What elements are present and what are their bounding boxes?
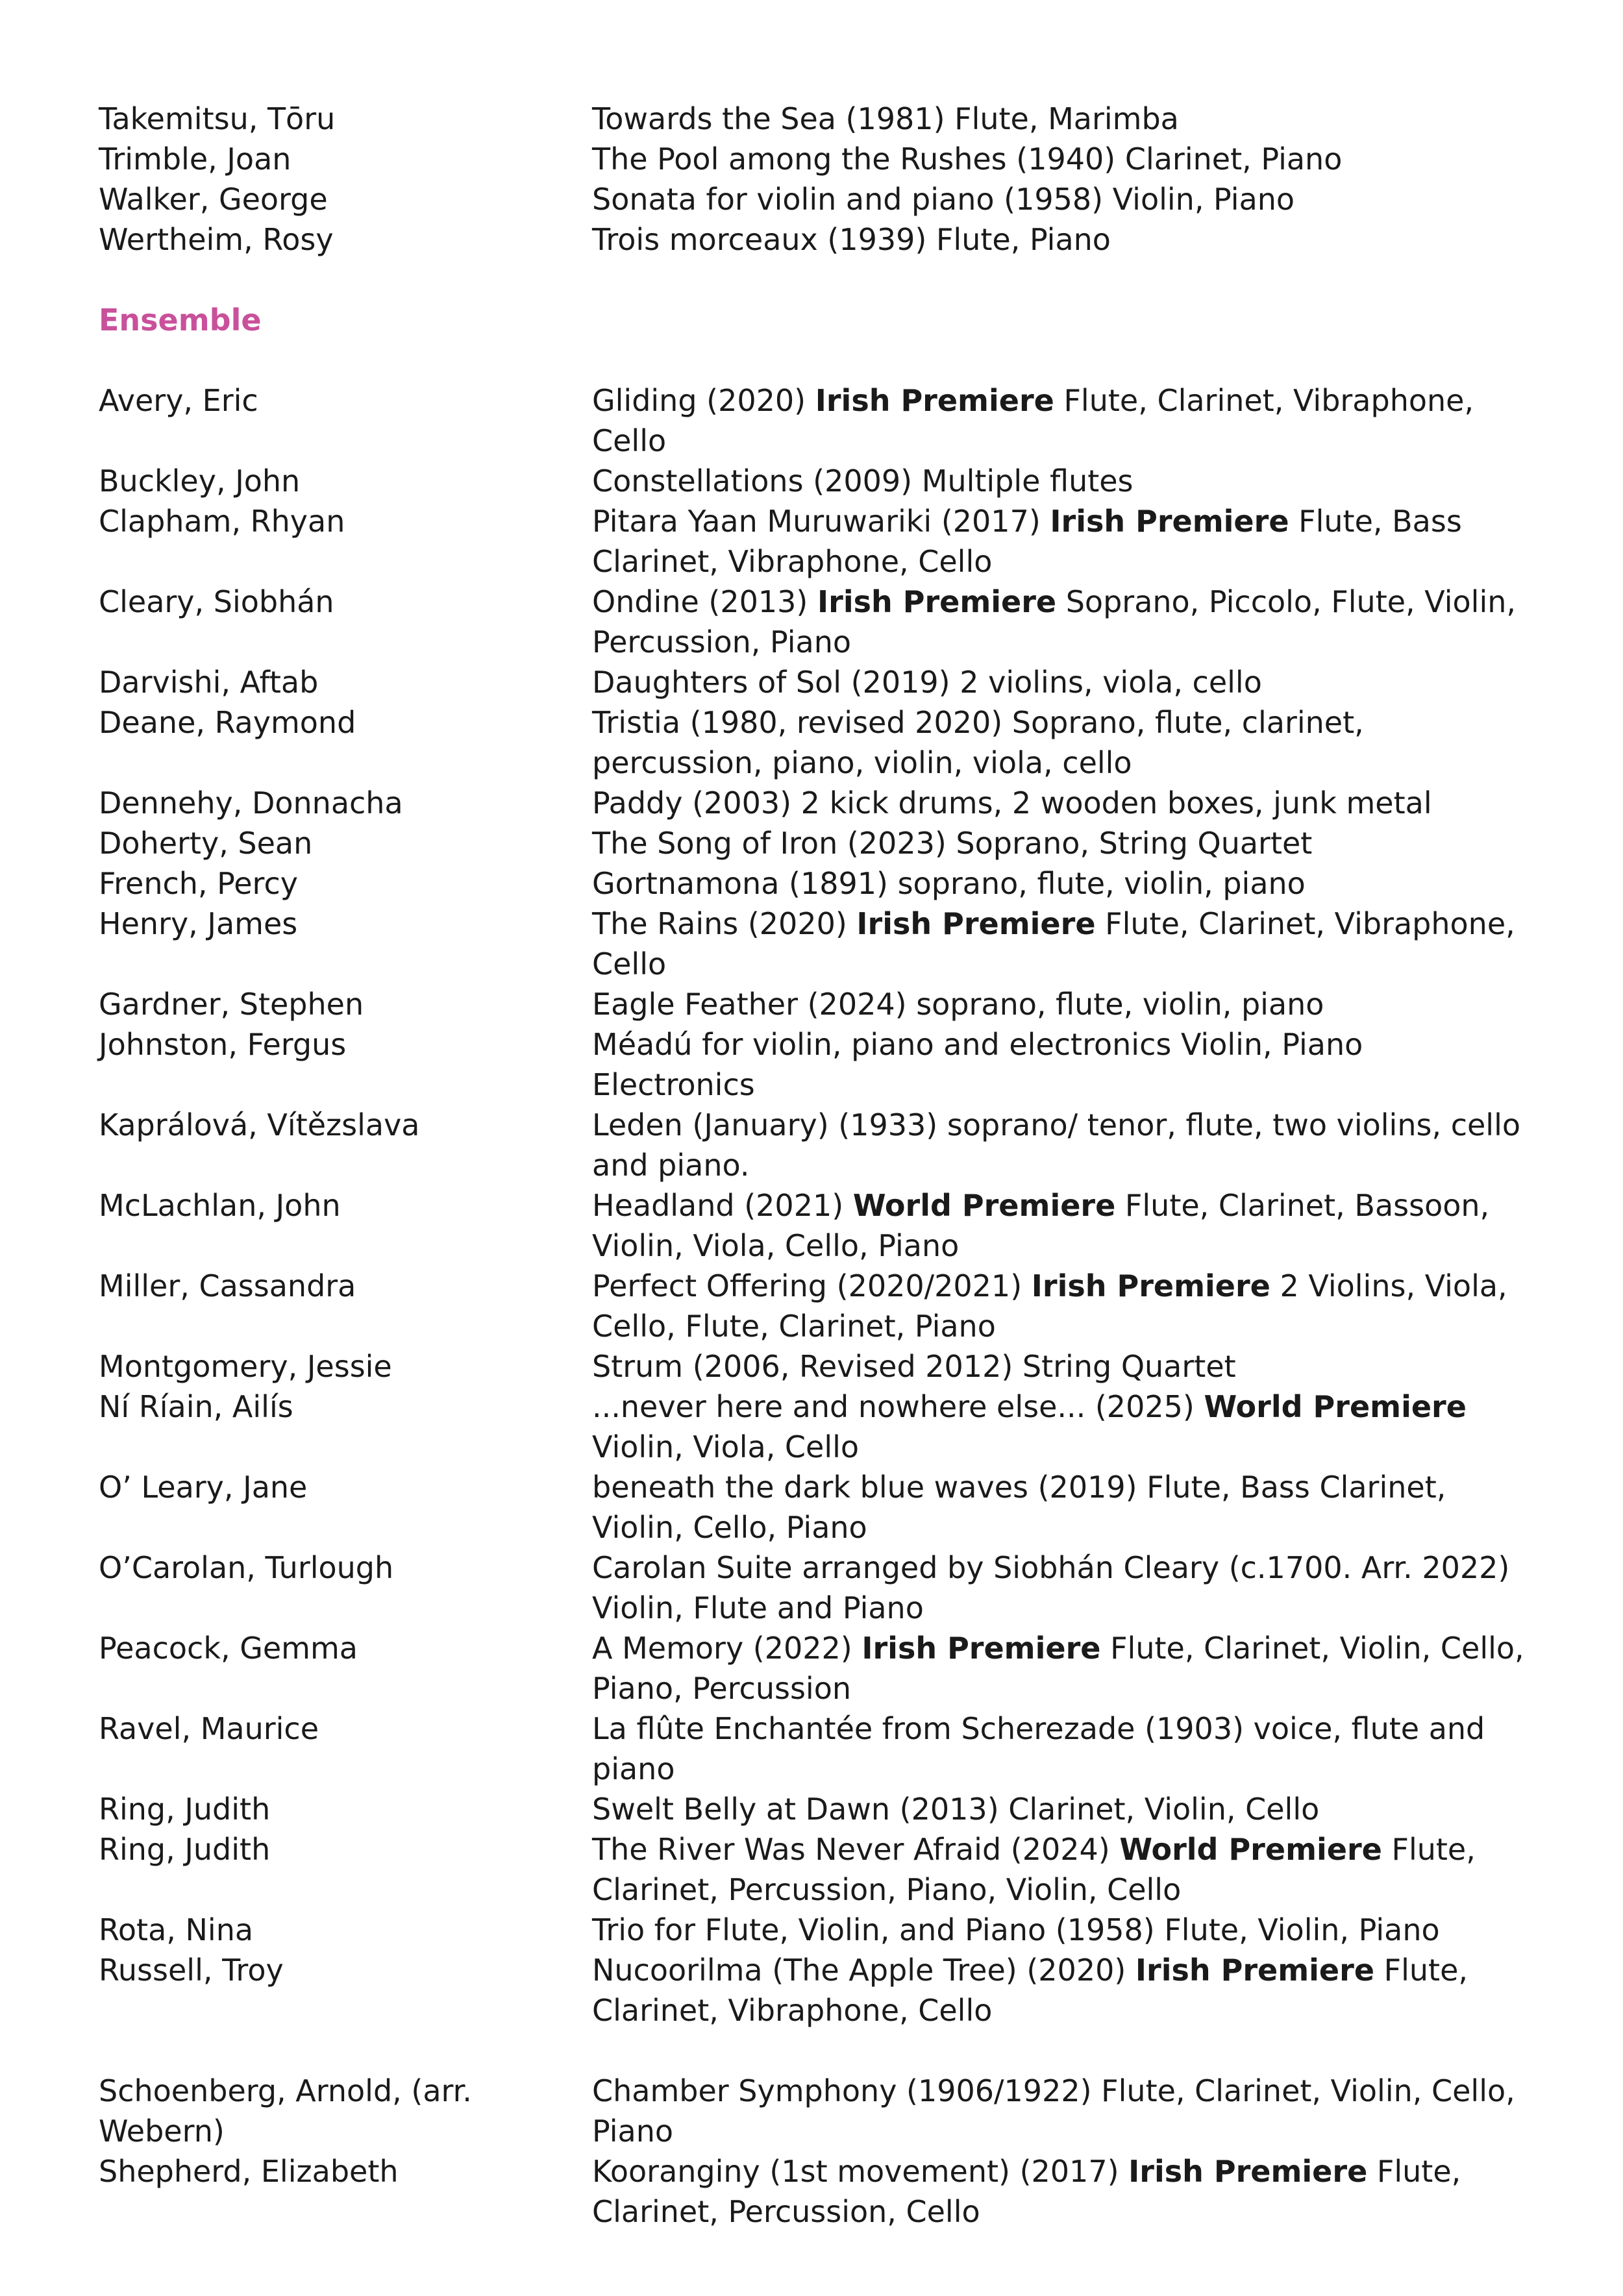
list-item xyxy=(0,582,1623,662)
instrumentation: Flute, Clarinet, Vibraphone, Cello xyxy=(592,906,1515,981)
work-description xyxy=(592,2151,1533,2232)
work-title: Méadú for violin, piano and electronics Violin, Piano Electronics xyxy=(592,1027,1363,1102)
composer-name: Deane, Raymond xyxy=(99,705,356,740)
work-description xyxy=(592,702,1533,783)
work-title: La flûte Enchantée from Scherezade (1903) voice, flute and piano xyxy=(592,1711,1485,1786)
instrumentation: Flute, Clarinet, Bassoon, Violin, Viola, Cello, Piano xyxy=(592,1188,1490,1263)
work-title: Gortnamona (1891) soprano, flute, violin, piano xyxy=(592,866,1306,901)
list-item xyxy=(0,219,1623,260)
work-title: Carolan Suite arranged by Siobhán Cleary (c.1700. Arr. 2022) Violin, Flute and Piano xyxy=(592,1550,1510,1625)
composer-name: Ravel, Maurice xyxy=(99,1711,319,1746)
composer-name: Ní Ríain, Ailís xyxy=(99,1389,293,1424)
composer-name: Walker, George xyxy=(99,182,328,217)
work-title: Kooranginy (1st movement) (2017) xyxy=(592,2154,1119,2189)
composer-name: Trimble, Joan xyxy=(99,142,291,177)
work-title: Paddy (2003) 2 kick drums, 2 wooden boxes, junk metal xyxy=(592,785,1432,821)
instrumentation: Soprano, Piccolo, Flute, Violin, Percussion, Piano xyxy=(592,584,1517,660)
work-title: Swelt Belly at Dawn (2013) Clarinet, Violin, Cello xyxy=(592,1792,1320,1827)
composer-name: Rota, Nina xyxy=(99,1912,254,1947)
composer-name: Johnston, Fergus xyxy=(99,1027,347,1062)
work-description xyxy=(592,1789,1533,1829)
work-description xyxy=(592,1709,1533,1789)
premiere-badge: Irish Premiere xyxy=(856,906,1096,941)
list-item xyxy=(0,783,1623,823)
work-title: Eagle Feather (2024) soprano, flute, violin, piano xyxy=(592,987,1324,1022)
instrumentation: Violin, Viola, Cello xyxy=(592,1429,860,1464)
premiere-badge: Irish Premiere xyxy=(1050,504,1289,539)
work-title: Daughters of Sol (2019) 2 violins, viola, cello xyxy=(592,665,1262,700)
list-item xyxy=(0,1709,1623,1789)
list-item xyxy=(0,702,1623,783)
work-title: ...never here and nowhere else... (2025) xyxy=(592,1389,1195,1424)
work-description xyxy=(592,1548,1533,1628)
work-description xyxy=(592,1024,1533,1105)
work-description xyxy=(592,1910,1533,1950)
work-description xyxy=(592,1628,1533,1709)
composer-name: Henry, James xyxy=(99,906,298,941)
list-item xyxy=(0,1910,1623,1950)
composer-name: O’ Leary, Jane xyxy=(99,1470,308,1505)
composer-name: Russell, Troy xyxy=(99,1953,284,1988)
work-description xyxy=(592,984,1533,1024)
work-title: Leden (January) (1933) soprano/ tenor, flute, two violins, cello and piano. xyxy=(592,1107,1520,1183)
list-item xyxy=(0,1185,1623,1266)
work-description: Towards the Sea (1981) Flute, Marimba xyxy=(592,101,1179,136)
work-description xyxy=(592,501,1533,582)
work-description xyxy=(592,1346,1533,1387)
work-description xyxy=(592,662,1533,702)
composer-name: Cleary, Siobhán xyxy=(99,584,334,619)
premiere-badge: Irish Premiere xyxy=(1128,2154,1368,2189)
list-item xyxy=(0,501,1623,582)
list-item xyxy=(0,1346,1623,1387)
list-item xyxy=(0,2151,1623,2232)
work-title: Chamber Symphony (1906/1922) Flute, Clarinet, Violin, Cello, Piano xyxy=(592,2073,1515,2149)
work-description: Sonata for violin and piano (1958) Violin, Piano xyxy=(592,182,1295,217)
composer-name: Miller, Cassandra xyxy=(99,1268,356,1303)
list-item xyxy=(0,1467,1623,1548)
instrumentation: Flute, Clarinet, Violin, Cello, Piano, Percussion xyxy=(592,1631,1524,1706)
work-title: Gliding (2020) xyxy=(592,383,806,418)
instrumentation: Flute, Clarinet, Percussion, Piano, Violin, Cello xyxy=(592,1832,1476,1907)
work-description xyxy=(592,783,1533,823)
work-description xyxy=(592,863,1533,904)
composer-name: Kaprálová, Vítězslava xyxy=(99,1107,420,1142)
ensemble-list xyxy=(0,380,1623,2232)
work-title: Tristia (1980, revised 2020) Soprano, flute, clarinet, percussion, piano, violin, viola, cello xyxy=(592,705,1364,780)
work-title: The Song of Iron (2023) Soprano, String Quartet xyxy=(592,826,1313,861)
list-item xyxy=(0,1950,1623,2031)
work-description xyxy=(592,1266,1533,1346)
list-item xyxy=(0,823,1623,863)
instrumentation: Flute, Clarinet, Percussion, Cello xyxy=(592,2154,1461,2229)
work-description xyxy=(592,2071,1533,2151)
premiere-badge: World Premiere xyxy=(1119,1832,1382,1867)
composer-name: Montgomery, Jessie xyxy=(99,1349,392,1384)
premiere-badge: World Premiere xyxy=(1204,1389,1467,1424)
work-title: Perfect Offering (2020/2021) xyxy=(592,1268,1022,1303)
work-title: Trio for Flute, Violin, and Piano (1958) Flute, Violin, Piano xyxy=(592,1912,1440,1947)
instrumentation: Flute, Clarinet, Vibraphone, Cello xyxy=(592,1953,1468,2028)
composer-name: Doherty, Sean xyxy=(99,826,313,861)
composer-name: Clapham, Rhyan xyxy=(99,504,345,539)
premiere-badge: Irish Premiere xyxy=(1135,1953,1375,1988)
list-item xyxy=(0,139,1623,179)
list-item xyxy=(0,1628,1623,1709)
instrumentation: Flute, Bass Clarinet, Vibraphone, Cello xyxy=(592,504,1462,579)
work-description xyxy=(592,1185,1533,1266)
composer-name: Ring, Judith xyxy=(99,1832,271,1867)
composer-name: McLachlan, John xyxy=(99,1188,341,1223)
premiere-badge: Irish Premiere xyxy=(815,383,1054,418)
composer-name: Shepherd, Elizabeth xyxy=(99,2154,399,2189)
work-description xyxy=(592,1467,1533,1548)
work-title: The Rains (2020) xyxy=(592,906,847,941)
work-title: Pitara Yaan Muruwariki (2017) xyxy=(592,504,1041,539)
list-item xyxy=(0,1548,1623,1628)
section-heading-ensemble: Ensemble xyxy=(99,302,262,338)
work-title: The River Was Never Afraid (2024) xyxy=(592,1832,1110,1867)
composer-name: Gardner, Stephen xyxy=(99,987,364,1022)
composer-name: Ring, Judith xyxy=(99,1792,271,1827)
composer-name: Wertheim, Rosy xyxy=(99,222,334,257)
list-item xyxy=(0,863,1623,904)
work-title: Headland (2021) xyxy=(592,1188,844,1223)
composer-name: Peacock, Gemma xyxy=(99,1631,358,1666)
premiere-badge: World Premiere xyxy=(852,1188,1116,1223)
list-item xyxy=(0,1387,1623,1467)
work-description xyxy=(592,461,1533,501)
list-item xyxy=(0,179,1623,219)
composer-name: French, Percy xyxy=(99,866,298,901)
premiere-badge: Irish Premiere xyxy=(817,584,1057,619)
work-description xyxy=(592,1387,1533,1467)
work-description xyxy=(592,1829,1533,1910)
work-description xyxy=(592,823,1533,863)
work-description xyxy=(592,582,1533,662)
work-title: Ondine (2013) xyxy=(592,584,808,619)
work-title: beneath the dark blue waves (2019) Flute, Bass Clarinet, Violin, Cello, Piano xyxy=(592,1470,1446,1545)
work-description xyxy=(592,380,1533,461)
composer-name: O’Carolan, Turlough xyxy=(99,1550,394,1585)
composer-name: Dennehy, Donnacha xyxy=(99,785,403,821)
composer-name: Schoenberg, Arnold, (arr. Webern) xyxy=(99,2073,472,2149)
list-item xyxy=(0,662,1623,702)
premiere-badge: Irish Premiere xyxy=(861,1631,1101,1666)
instrumentation: 2 Violins, Viola, Cello, Flute, Clarinet, Piano xyxy=(592,1268,1507,1344)
composer-name: Avery, Eric xyxy=(99,383,258,418)
composer-name: Buckley, John xyxy=(99,463,301,499)
work-title: Strum (2006, Revised 2012) String Quartet xyxy=(592,1349,1236,1384)
list-item xyxy=(0,1105,1623,1185)
work-description xyxy=(592,1950,1533,2031)
premiere-badge: Irish Premiere xyxy=(1031,1268,1270,1303)
work-description xyxy=(592,904,1533,984)
list-item xyxy=(0,904,1623,984)
work-title: Constellations (2009) Multiple flutes xyxy=(592,463,1134,499)
intro-list xyxy=(0,99,1623,260)
composer-name: Darvishi, Aftab xyxy=(99,665,319,700)
composer-name: Takemitsu, Tōru xyxy=(99,101,336,136)
list-item xyxy=(0,984,1623,1024)
work-title: Nucoorilma (The Apple Tree) (2020) xyxy=(592,1953,1126,1988)
list-item xyxy=(0,1266,1623,1346)
work-title: A Memory (2022) xyxy=(592,1631,852,1666)
list-item xyxy=(0,99,1623,139)
list-item xyxy=(0,461,1623,501)
instrumentation: Flute, Clarinet, Vibraphone, Cello xyxy=(592,383,1474,458)
work-description xyxy=(592,1105,1533,1185)
list-item xyxy=(0,1829,1623,1910)
list-item xyxy=(0,380,1623,461)
list-item xyxy=(0,2071,1623,2151)
list-item xyxy=(0,1789,1623,1829)
work-description: The Pool among the Rushes (1940) Clarinet, Piano xyxy=(592,142,1343,177)
list-item xyxy=(0,1024,1623,1105)
work-description: Trois morceaux (1939) Flute, Piano xyxy=(592,222,1111,257)
